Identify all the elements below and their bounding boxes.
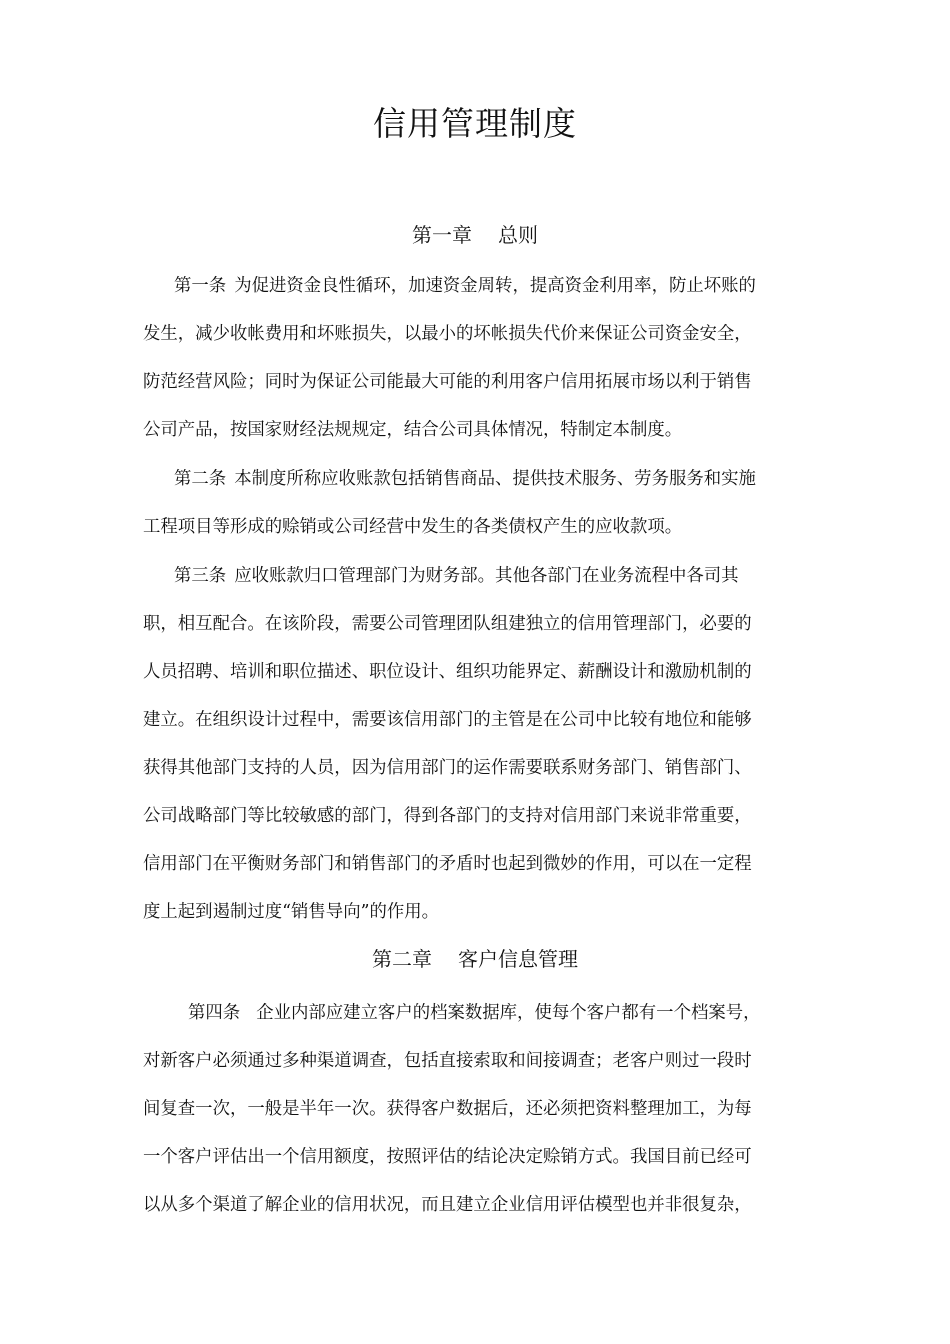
article-4-label: 第四条 <box>188 1003 241 1023</box>
chapter-1-heading <box>0 220 950 250</box>
chapter-2-heading <box>0 944 950 974</box>
chapter-2-label: 第二章 <box>372 947 432 971</box>
article-2-line-2: 工程项目等形成的赊销或公司经营中发生的各类债权产生的应收款项。 <box>143 517 683 537</box>
article-3 <box>143 552 809 936</box>
article-3-line-2: 职，相互配合。在该阶段，需要公司管理团队组建独立的信用管理部门，必要的 <box>143 614 752 634</box>
article-4-line-2: 对新客户必须通过多种渠道调查，包括直接索取和间接调查；老客户则过一段时 <box>143 1051 752 1071</box>
document-title: 信用管理制度 <box>373 104 577 143</box>
article-1-label: 第一条 <box>174 276 227 296</box>
article-3-line-8: 度上起到遏制过度“销售导向”的作用。 <box>143 902 440 922</box>
article-4-line-4: 一个客户评估出一个信用额度，按照评估的结论决定赊销方式。我国目前已经可 <box>143 1147 752 1167</box>
article-2-line-1: 第二条 本制度所称应收账款包括销售商品、提供技术服务、劳务服务和实施 <box>174 469 756 489</box>
article-4-line-1: 第四条 企业内部应建立客户的档案数据库，使每个客户都有一个档案号， <box>188 1003 761 1023</box>
article-4 <box>143 989 809 1229</box>
article-4-line-5: 以从多个渠道了解企业的信用状况，而且建立企业信用评估模型也并非很复杂， <box>143 1195 752 1215</box>
article-3-line-1: 第三条 应收账款归口管理部门为财务部。其他各部门在业务流程中各司其 <box>174 566 739 586</box>
article-2-label: 第二条 <box>174 469 227 489</box>
article-4-line-3: 间复查一次，一般是半年一次。获得客户数据后，还必须把资料整理加工，为每 <box>143 1099 752 1119</box>
article-3-line-6: 公司战略部门等比较敏感的部门，得到各部门的支持对信用部门来说非常重要， <box>143 806 752 826</box>
article-3-label: 第三条 <box>174 566 227 586</box>
article-2 <box>143 455 809 551</box>
chapter-1-label: 第一章 <box>412 223 472 247</box>
article-1-line-2: 发生，减少收帐费用和坏账损失，以最小的坏帐损失代价来保证公司资金安全， <box>143 324 752 344</box>
article-3-line-3: 人员招聘、培训和职位描述、职位设计、组织功能界定、薪酬设计和激励机制的 <box>143 662 752 682</box>
chapter-1-name: 总则 <box>498 223 538 247</box>
article-1-line-1: 第一条 为促进资金良性循环，加速资金周转，提高资金利用率，防止坏账的 <box>174 276 756 296</box>
article-1 <box>143 262 809 454</box>
article-3-line-4: 建立。在组织设计过程中，需要该信用部门的主管是在公司中比较有地位和能够 <box>143 710 752 730</box>
chapter-2-name: 客户信息管理 <box>458 947 578 971</box>
article-3-line-5: 获得其他部门支持的人员，因为信用部门的运作需要联系财务部门、销售部门、 <box>143 758 752 778</box>
article-3-line-7: 信用部门在平衡财务部门和销售部门的矛盾时也起到微妙的作用，可以在一定程 <box>143 854 752 874</box>
article-1-line-4: 公司产品，按国家财经法规规定，结合公司具体情况，特制定本制度。 <box>143 420 683 440</box>
article-1-line-3: 防范经营风险；同时为保证公司能最大可能的利用客户信用拓展市场以利于销售 <box>143 372 752 392</box>
